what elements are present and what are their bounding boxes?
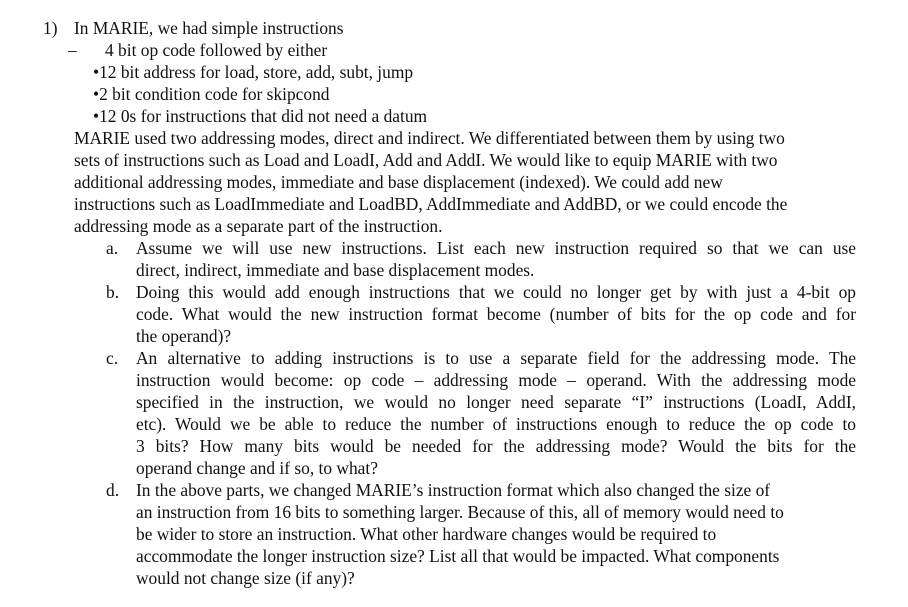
- subpart-c-cont: [0, 413, 908, 435]
- subpart-d-cont: [0, 523, 908, 545]
- bullet-item: [0, 61, 908, 83]
- subpart-a: [0, 237, 908, 259]
- subpart-text: An alternative to adding instructions is to use a separate field for the addressing mode. The: [136, 348, 856, 368]
- document-page: [0, 17, 908, 589]
- subpart-d: [0, 479, 908, 501]
- paragraph-line: [0, 127, 908, 149]
- dash-item-text: 4 bit op code followed by either: [105, 40, 328, 60]
- subpart-b: [0, 281, 908, 303]
- bullet-item-text: •2 bit condition code for skipcond: [93, 84, 330, 104]
- paragraph-text: MARIE used two addressing modes, direct and indirect. We differentiated between them by using two: [74, 128, 785, 148]
- paragraph-line: [0, 193, 908, 215]
- subpart-d-cont: [0, 567, 908, 589]
- subpart-c: [0, 347, 908, 369]
- subpart-label: b.: [106, 282, 120, 302]
- question-header: [0, 17, 908, 39]
- subpart-c-cont: [0, 391, 908, 413]
- subpart-text: would not change size (if any)?: [136, 568, 355, 588]
- bullet-item: [0, 105, 908, 127]
- subpart-text: Doing this would add enough instructions that we could no longer get by with just a 4-bit op: [136, 282, 856, 302]
- subpart-d-cont: [0, 501, 908, 523]
- subpart-c-cont: [0, 369, 908, 391]
- question-number: 1): [43, 18, 58, 38]
- subpart-label: c.: [106, 348, 119, 368]
- dash-marker: –: [68, 40, 77, 60]
- subpart-c-cont: [0, 435, 908, 457]
- subpart-d-cont: [0, 545, 908, 567]
- paragraph-line: [0, 149, 908, 171]
- subpart-text: In the above parts, we changed MARIE’s instruction format which also changed the size of: [136, 480, 771, 500]
- subpart-label: a.: [106, 238, 119, 258]
- subpart-text: an instruction from 16 bits to something larger. Because of this, all of memory would need to: [136, 502, 784, 522]
- subpart-text: instruction would become: op code – addressing mode – operand. With the addressing mode: [136, 370, 856, 390]
- paragraph-text: addressing mode as a separate part of the instruction.: [74, 216, 443, 236]
- bullet-item-text: •12 bit address for load, store, add, subt, jump: [93, 62, 414, 82]
- subpart-text: operand change and if so, to what?: [136, 458, 378, 478]
- subpart-b-cont: [0, 303, 908, 325]
- paragraph-text: additional addressing modes, immediate and base displacement (indexed). We could add new: [74, 172, 723, 192]
- subpart-text: specified in the instruction, we would no longer need separate “I” instructions (LoadI, AddI,: [136, 392, 856, 412]
- subpart-text: direct, indirect, immediate and base displacement modes.: [136, 260, 535, 280]
- subpart-text: 3 bits? How many bits would be needed for the addressing mode? Would the bits for the: [136, 436, 856, 456]
- subpart-text: etc). Would we be able to reduce the number of instructions enough to reduce the op code to: [136, 414, 856, 434]
- subpart-a-cont: [0, 259, 908, 281]
- dash-list-item: [0, 39, 908, 61]
- paragraph-line: [0, 215, 908, 237]
- subpart-text: the operand)?: [136, 326, 232, 346]
- paragraph-text: instructions such as LoadImmediate and LoadBD, AddImmediate and AddBD, or we could encode the: [74, 194, 788, 214]
- subpart-text: code. What would the new instruction format become (number of bits for the op code and for: [136, 304, 856, 324]
- subpart-label: d.: [106, 480, 120, 500]
- bullet-item: [0, 83, 908, 105]
- subpart-text: Assume we will use new instructions. List each new instruction required so that we can use: [136, 238, 856, 258]
- subpart-text: accommodate the longer instruction size? List all that would be impacted. What components: [136, 546, 780, 566]
- subpart-c-cont: [0, 457, 908, 479]
- subpart-text: be wider to store an instruction. What other hardware changes would be required to: [136, 524, 717, 544]
- question-intro: In MARIE, we had simple instructions: [74, 18, 344, 38]
- subpart-b-cont: [0, 325, 908, 347]
- paragraph-line: [0, 171, 908, 193]
- paragraph-text: sets of instructions such as Load and LoadI, Add and AddI. We would like to equip MARIE with two: [74, 150, 778, 170]
- bullet-item-text: •12 0s for instructions that did not need a datum: [93, 106, 428, 126]
